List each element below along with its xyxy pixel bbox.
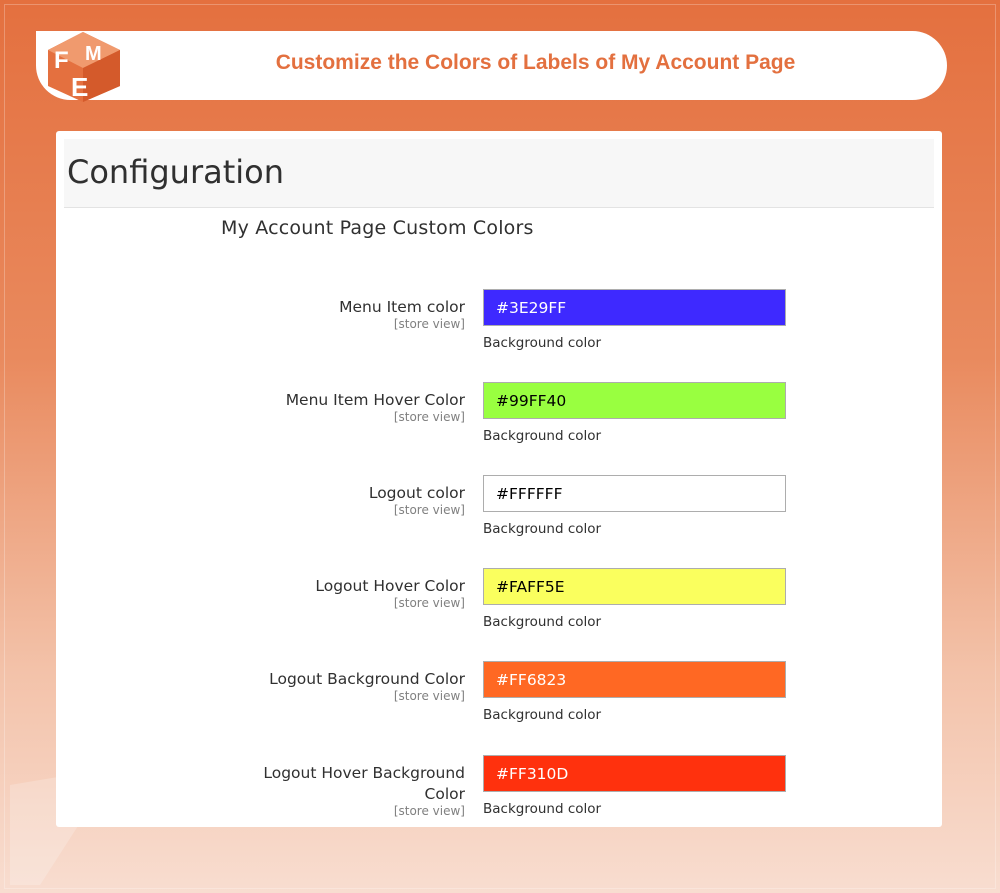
field-label-text: Logout Hover Background Color (263, 764, 465, 803)
watermark-logo (10, 775, 120, 885)
logout-hover-color-input[interactable] (483, 568, 786, 605)
logo-letter-m: M (85, 43, 102, 65)
scope-hint: [store view] (393, 410, 465, 424)
field-note: Background color (483, 335, 602, 351)
scope-hint: [store view] (393, 317, 465, 331)
scope-hint: [store view] (393, 503, 465, 517)
field-label-text: Logout Background Color (269, 670, 465, 688)
logo-letter-f: F (54, 47, 69, 74)
logo-letter-e: E (71, 72, 89, 102)
banner-title: Customize the Colors of Labels of My Account Page (275, 51, 796, 74)
field-label (225, 763, 465, 818)
menu-item-color-input[interactable] (483, 289, 786, 326)
scope-hint: [store view] (393, 596, 465, 610)
field-label (225, 669, 465, 703)
fme-logo (40, 28, 126, 104)
field-label (225, 483, 465, 517)
logout-color-input[interactable] (483, 475, 786, 512)
configuration-panel (56, 131, 942, 827)
logout-hover-background-color-input[interactable] (483, 755, 786, 792)
section-title: My Account Page Custom Colors (221, 217, 534, 239)
field-label-text: Logout Hover Color (315, 577, 465, 595)
field-label-text: Menu Item Hover Color (285, 391, 465, 409)
scope-hint: [store view] (393, 689, 465, 703)
menu-item-hover-color-input[interactable] (483, 382, 786, 419)
field-label-text: Logout color (368, 484, 465, 502)
field-note: Background color (483, 614, 602, 630)
field-note: Background color (483, 707, 602, 723)
field-note: Background color (483, 801, 602, 817)
field-label (225, 297, 465, 331)
title-banner (36, 31, 947, 100)
logout-background-color-input[interactable] (483, 661, 786, 698)
scope-hint: [store view] (393, 804, 465, 818)
page-title: Configuration (67, 153, 285, 191)
field-label (225, 576, 465, 610)
field-label-text: Menu Item color (339, 298, 465, 316)
field-note: Background color (483, 521, 602, 537)
field-note: Background color (483, 428, 602, 444)
field-label (225, 390, 465, 424)
page-header (64, 139, 934, 208)
